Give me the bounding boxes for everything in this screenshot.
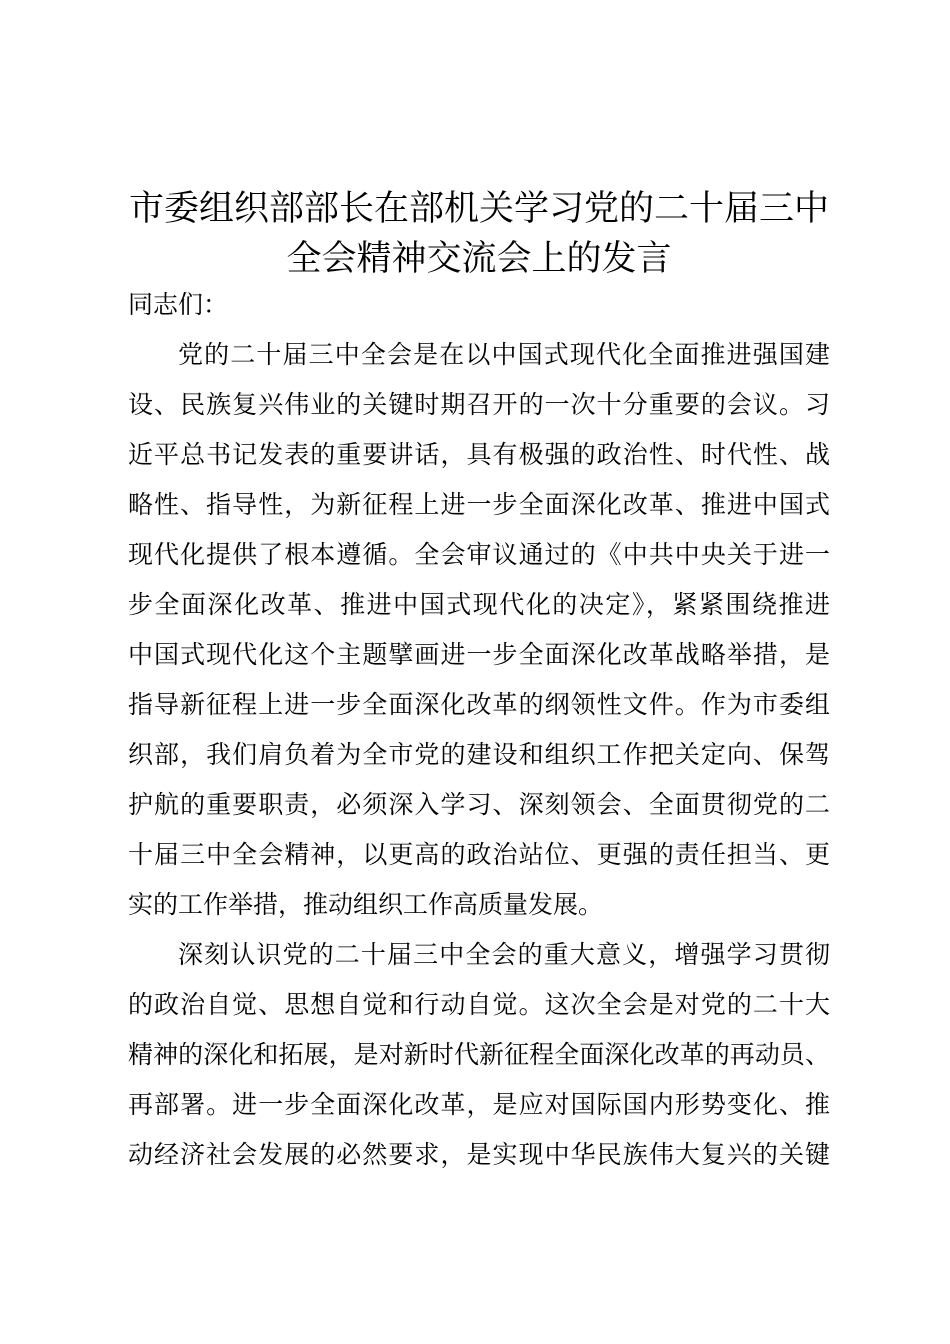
paragraph-line: 再部署。进一步全面深化改革，是应对国际国内形势变化、推: [128, 1090, 830, 1119]
paragraph-line: 护航的重要职责，必须深入学习、深刻领会、全面贯彻党的二: [128, 790, 830, 819]
paragraph-1: [128, 330, 830, 930]
paragraph-line: 步全面深化改革、推进中国式现代化的决定》，紧紧围绕推进: [128, 590, 830, 619]
title-line: 全会精神交流会上的发言: [286, 239, 672, 279]
paragraph-line: 略性、指导性，为新征程上进一步全面深化改革、推进中国式: [128, 490, 830, 519]
title-line: 市委组织部部长在部机关学习党的二十届三中: [128, 189, 829, 229]
paragraph-line: 深刻认识党的二十届三中全会的重大意义，增强学习贯彻: [178, 940, 830, 969]
document-title: [128, 184, 830, 284]
paragraph-line: 十届三中全会精神，以更高的政治站位、更强的责任担当、更: [128, 840, 830, 869]
paragraph-line: 设、民族复兴伟业的关键时期召开的一次十分重要的会议。习: [128, 390, 830, 419]
document-body: [128, 280, 830, 1180]
paragraph-line: 党的二十届三中全会是在以中国式现代化全面推进强国建: [178, 340, 830, 369]
paragraph-line: 现代化提供了根本遵循。全会审议通过的《中共中央关于进一: [128, 540, 830, 569]
paragraph-2: [128, 930, 830, 1180]
paragraph-line: 织部，我们肩负着为全市党的建设和组织工作把关定向、保驾: [128, 740, 830, 769]
paragraph-line: 实的工作举措，推动组织工作高质量发展。: [128, 890, 604, 919]
paragraph-line: 动经济社会发展的必然要求，是实现中华民族伟大复兴的关键: [128, 1140, 830, 1169]
paragraph-line: 中国式现代化这个主题擘画进一步全面深化改革战略举措，是: [128, 640, 830, 669]
paragraph-line: 近平总书记发表的重要讲话，具有极强的政治性、时代性、战: [128, 440, 830, 469]
paragraph-line: 指导新征程上进一步全面深化改革的纲领性文件。作为市委组: [128, 690, 830, 719]
paragraph-line: 精神的深化和拓展，是对新时代新征程全面深化改革的再动员、: [128, 1040, 830, 1069]
salutation: 同志们：: [128, 290, 229, 319]
paragraph-line: 的政治自觉、思想自觉和行动自觉。这次全会是对党的二十大: [128, 990, 830, 1019]
